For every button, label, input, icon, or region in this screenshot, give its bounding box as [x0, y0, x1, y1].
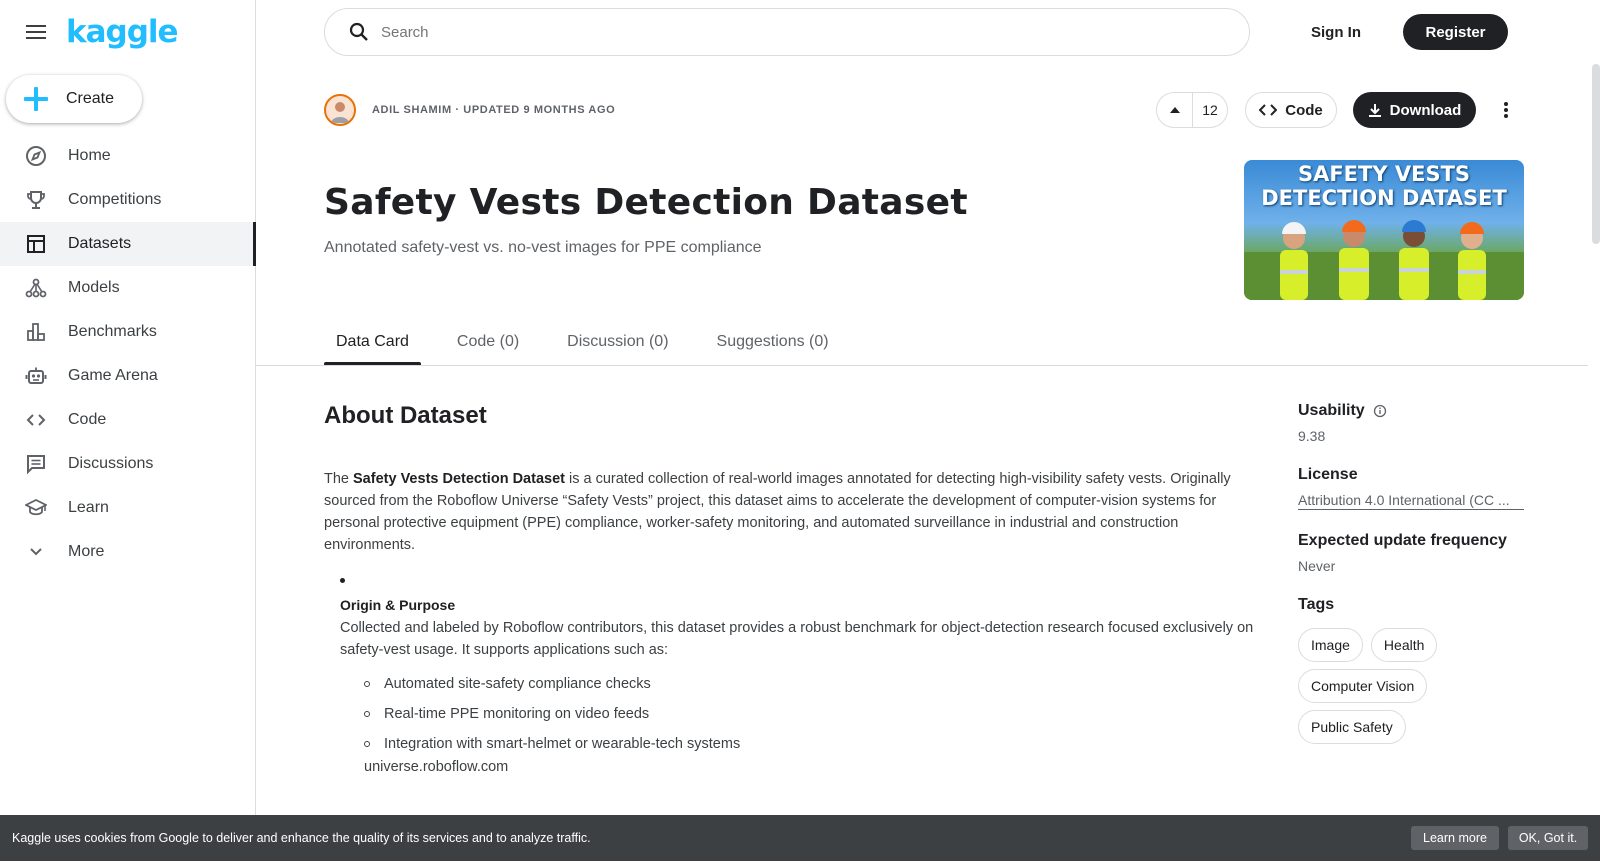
tag-chip[interactable]: Computer Vision — [1298, 669, 1427, 703]
circle-bullet-icon — [364, 681, 370, 687]
usability-heading — [1298, 402, 1528, 420]
sidebar-item-benchmarks[interactable] — [0, 310, 256, 354]
sidebar-item-label: More — [68, 543, 105, 560]
plus-icon — [24, 87, 48, 111]
sidebar-item-learn[interactable] — [0, 486, 256, 530]
create-button[interactable] — [6, 75, 142, 123]
cover-title-line-2: DETECTION DATASET — [1261, 186, 1507, 210]
download-icon — [1368, 103, 1382, 117]
create-label: Create — [66, 90, 115, 107]
accept-cookies-button[interactable]: OK, Got it. — [1508, 826, 1588, 850]
tab-code[interactable]: Code (0) — [456, 333, 520, 350]
info-icon[interactable] — [1373, 404, 1387, 418]
page-subtitle: Annotated safety-vest vs. no-vest images for PPE compliance — [324, 239, 762, 256]
circle-bullet-icon — [364, 711, 370, 717]
frequency-heading: Expected update frequency — [1298, 532, 1507, 549]
metadata-sidebar — [1298, 402, 1528, 751]
tags-list — [1298, 628, 1528, 751]
tag-chip[interactable]: Image — [1298, 628, 1363, 662]
code-button[interactable] — [1245, 92, 1337, 128]
sidebar-item-label: Code — [68, 411, 107, 428]
list-item-text: Integration with smart-helmet or wearable-tech systems — [384, 736, 741, 752]
arrow-up-icon — [1169, 106, 1181, 114]
about-heading: About Dataset — [324, 402, 487, 429]
robot-icon — [24, 364, 48, 388]
license-heading: License — [1298, 466, 1358, 483]
list-item-text: Automated site-safety compliance checks — [384, 676, 651, 692]
origin-heading: Origin & Purpose — [340, 597, 456, 613]
models-icon — [24, 276, 48, 300]
search-icon — [347, 20, 371, 44]
about-dataset-section — [324, 402, 1269, 775]
para-rest: is a curated collection of real-world images annotated for detecting high-visibility safety vests. Originally sourced from the Roboflow Universe “Safety Vests” project, this dataset aims to accelerate the development of computer-vision systems for personal protective equipment (PPE) compliance, worker-safety monitoring, and automated surveillance in industrial and construction environments. — [324, 471, 1231, 553]
author-row — [324, 94, 615, 126]
applications-list — [364, 669, 1269, 759]
upvote-widget — [1156, 92, 1228, 128]
comment-icon — [24, 452, 48, 476]
code-icon — [24, 408, 48, 432]
tag-chip[interactable]: Health — [1371, 628, 1437, 662]
sidebar-item-label: Home — [68, 147, 111, 164]
sidebar-item-datasets[interactable] — [0, 222, 256, 266]
trophy-icon — [24, 188, 48, 212]
sidebar-nav — [0, 134, 256, 574]
download-button[interactable] — [1353, 92, 1476, 128]
scrollbar-thumb[interactable] — [1592, 64, 1600, 244]
license-link[interactable]: Attribution 4.0 International (CC ... — [1298, 492, 1524, 510]
register-button[interactable]: Register — [1403, 14, 1508, 50]
list-item — [364, 729, 1269, 759]
sidebar-item-label: Benchmarks — [68, 323, 157, 340]
kaggle-logo[interactable]: kaggle — [66, 14, 178, 50]
origin-description: Collected and labeled by Roboflow contributors, this dataset provides a robust benchmark for object-detection research focused exclusively on safety-vest usage. It supports applications such as: — [340, 620, 1254, 658]
code-button-label: Code — [1285, 101, 1323, 119]
tab-bar — [324, 318, 865, 366]
table-icon — [24, 232, 48, 256]
menu-icon[interactable] — [24, 20, 48, 44]
author-updated-text[interactable]: ADIL SHAMIM · UPDATED 9 MONTHS AGO — [372, 104, 616, 116]
usability-label: Usability — [1298, 402, 1365, 419]
sidebar-header — [0, 0, 255, 64]
sidebar-item-models[interactable] — [0, 266, 256, 310]
sidebar-item-more[interactable] — [0, 530, 256, 574]
vote-count[interactable]: 12 — [1202, 102, 1218, 118]
school-icon — [24, 496, 48, 520]
learn-more-button[interactable]: Learn more — [1411, 826, 1499, 850]
list-item-text: Real-time PPE monitoring on video feeds — [384, 706, 650, 722]
frequency-value: Never — [1298, 558, 1336, 574]
sidebar-item-competitions[interactable] — [0, 178, 256, 222]
source-link[interactable]: universe.roboflow.com — [364, 759, 509, 775]
cover-title-line-1: SAFETY VESTS — [1297, 162, 1471, 186]
code-icon — [1259, 103, 1277, 117]
tab-data-card[interactable]: Data Card — [324, 318, 421, 366]
tab-suggestions[interactable]: Suggestions (0) — [716, 333, 829, 350]
cookie-banner — [0, 815, 1600, 861]
sidebar-item-label: Learn — [68, 499, 109, 516]
circle-bullet-icon — [364, 741, 370, 747]
search-input[interactable] — [381, 24, 1201, 41]
more-options-button[interactable] — [1488, 92, 1524, 128]
sidebar-item-home[interactable] — [0, 134, 256, 178]
list-item — [364, 699, 1269, 729]
cover-title — [1244, 162, 1524, 210]
cookie-text: Kaggle uses cookies from Google to deliver and enhance the quality of its services and to analyze traffic. — [12, 831, 591, 845]
tab-discussion[interactable]: Discussion (0) — [567, 333, 669, 350]
tag-chip[interactable]: Public Safety — [1298, 710, 1406, 744]
top-bar — [256, 0, 1600, 64]
sidebar-item-label: Models — [68, 279, 120, 296]
sidebar-item-code[interactable] — [0, 398, 256, 442]
sidebar-item-label: Game Arena — [68, 367, 158, 384]
page-title: Safety Vests Detection Dataset — [324, 182, 968, 223]
sign-in-button[interactable]: Sign In — [1311, 23, 1361, 41]
tab-divider — [256, 365, 1588, 366]
sidebar-item-label: Discussions — [68, 455, 154, 472]
download-button-label: Download — [1389, 101, 1462, 119]
bar-chart-icon — [24, 320, 48, 344]
bullet-dot — [340, 578, 345, 583]
list-item — [364, 669, 1269, 699]
usability-value: 9.38 — [1298, 428, 1326, 444]
cover-image — [1244, 160, 1524, 300]
sidebar — [0, 0, 256, 861]
sidebar-item-discussions[interactable] — [0, 442, 256, 486]
more-vert-icon — [1503, 101, 1509, 119]
upvote-button[interactable] — [1157, 93, 1193, 127]
para-prefix: The — [324, 471, 354, 487]
avatar[interactable] — [324, 94, 356, 126]
search-box[interactable] — [324, 8, 1250, 56]
para-bold: Safety Vests Detection Dataset — [353, 471, 565, 487]
sidebar-item-game-arena[interactable] — [0, 354, 256, 398]
sidebar-item-label: Datasets — [68, 235, 132, 252]
tags-heading: Tags — [1298, 596, 1335, 613]
sidebar-item-label: Competitions — [68, 191, 162, 208]
chevron-down-icon — [24, 540, 48, 564]
about-paragraph — [324, 468, 1269, 556]
compass-icon — [24, 144, 48, 168]
